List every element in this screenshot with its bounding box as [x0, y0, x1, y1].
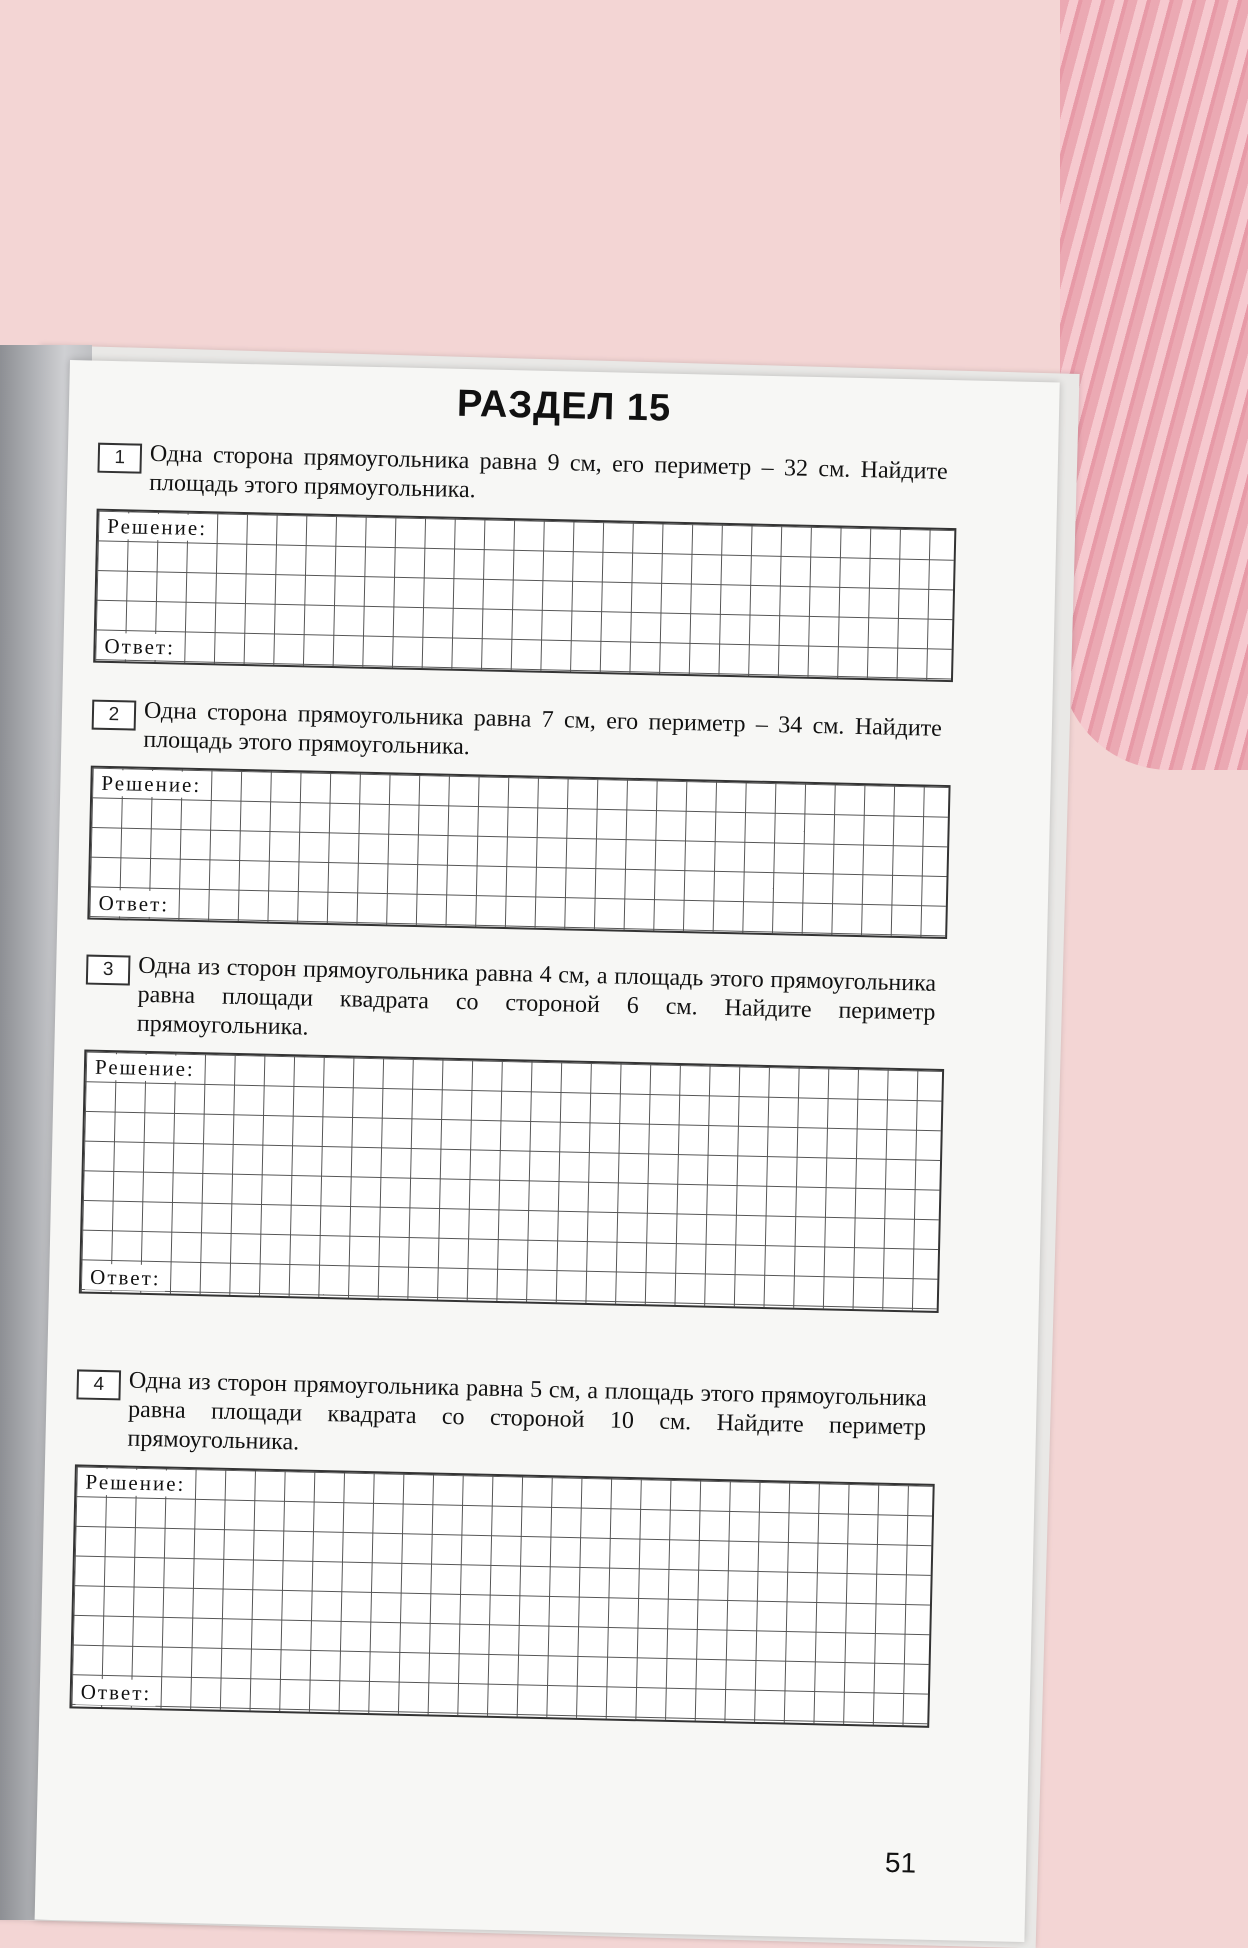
task-4: [69, 1365, 937, 1727]
answer-label: Ответ:: [93, 890, 174, 918]
solution-grid[interactable]: [93, 509, 956, 682]
solution-label: Решение:: [90, 1054, 200, 1082]
solution-label: Решение:: [80, 1469, 190, 1497]
task-text: Одна сторона прямоугольника равна 9 см, его периметр – 32 см. Найдите площадь этого прямоугольника.: [148, 440, 948, 504]
task-text: Одна сторона прямоугольника равна 7 см, его периметр – 34 см. Найдите площадь этого прямоугольника.: [143, 697, 943, 761]
answer-label: Ответ:: [85, 1264, 166, 1292]
solution-label: Решение:: [102, 513, 212, 541]
solution-grid[interactable]: [79, 1050, 944, 1313]
task-number: 3: [86, 955, 131, 986]
solution-label: Решение:: [96, 770, 206, 798]
task-2: [87, 696, 952, 939]
solution-grid[interactable]: [87, 766, 950, 939]
task-text: Одна из сторон прямоугольника равна 4 см, а площадь этого прямоугольника равна площади квадрата со стороной 6 см. Найдите периметр прямоугольника.: [136, 952, 937, 1041]
task-number: 2: [92, 700, 137, 731]
page-number: 51: [884, 1846, 917, 1879]
answer-label: Ответ:: [75, 1678, 156, 1706]
task-number: 4: [76, 1369, 121, 1400]
task-number: 1: [97, 443, 142, 474]
task-text: Одна из сторон прямоугольника равна 5 см, а площадь этого прямоугольника равна площади квадрата со стороной 10 см. Найдите периметр прямоугольника.: [127, 1367, 927, 1456]
solution-grid[interactable]: [69, 1464, 934, 1727]
task-1: [93, 439, 958, 682]
task-3: [79, 951, 947, 1313]
workbook-page: [35, 360, 1060, 1942]
pink-fabric-background: [1060, 0, 1248, 770]
answer-label: Ответ:: [99, 633, 180, 661]
section-title: РАЗДЕЛ 15: [456, 382, 672, 430]
